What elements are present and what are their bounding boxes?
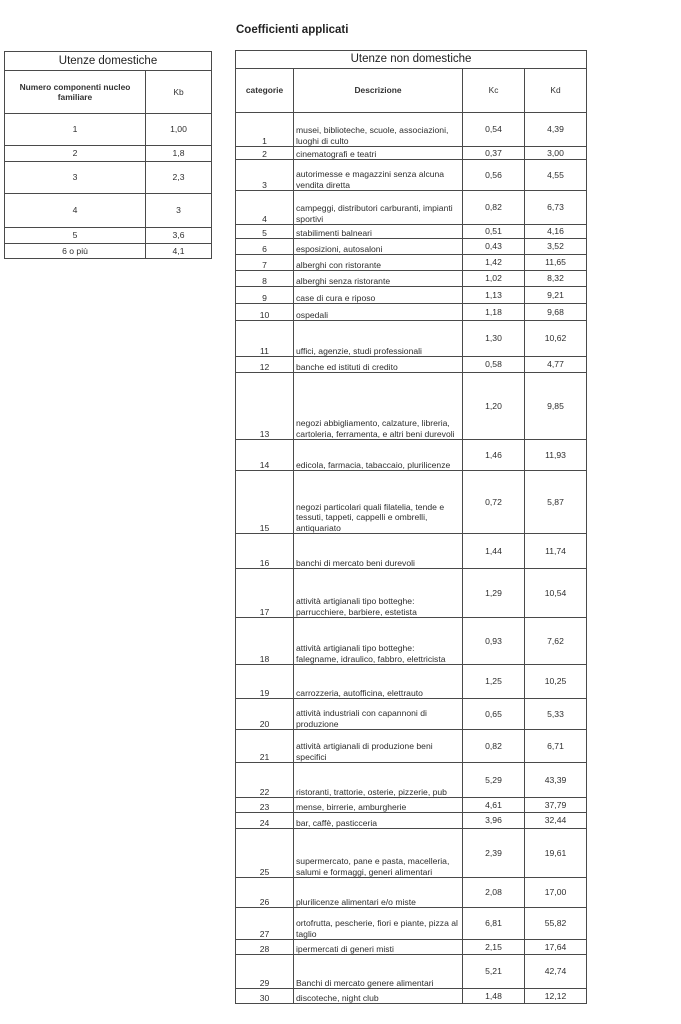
category-number-cell: 7 [236,255,294,271]
category-row [236,287,587,304]
category-row [236,730,587,763]
kd-cell: 3,00 [525,147,587,160]
description-cell: musei, biblioteche, scuole, associazioni, luoghi di culto [294,113,463,147]
description-cell: attività artigianali di produzione beni specifici [294,730,463,763]
category-number-cell: 25 [236,829,294,878]
kc-cell: 0,82 [463,730,525,763]
kd-cell: 10,54 [525,569,587,618]
members-cell: 3 [5,162,146,194]
category-row [236,191,587,225]
description-cell: cinematografi e teatri [294,147,463,160]
non-domestic-header-row [236,69,587,113]
non-domestic-title-row [236,51,587,69]
kc-cell: 0,65 [463,699,525,730]
kc-cell: 1,13 [463,287,525,304]
description-cell: campeggi, distributori carburanti, impianti sportivi [294,191,463,225]
category-number-cell: 13 [236,373,294,440]
page-heading: Coefficienti applicati [236,24,349,36]
category-number-cell: 17 [236,569,294,618]
description-cell: supermercato, pane e pasta, macelleria, salumi e formaggi, generi alimentari [294,829,463,878]
kd-cell: 17,00 [525,878,587,908]
domestic-row [5,162,212,194]
header-categorie: categorie [236,69,294,113]
category-row [236,271,587,287]
category-number-cell: 2 [236,147,294,160]
kc-cell: 0,51 [463,225,525,239]
category-number-cell: 4 [236,191,294,225]
kc-cell: 6,81 [463,908,525,940]
kd-cell: 4,55 [525,160,587,191]
kd-cell: 12,12 [525,989,587,1004]
description-cell: carrozzeria, autofficina, elettrauto [294,665,463,699]
description-cell: edicola, farmacia, tabaccaio, plurilicenze [294,440,463,471]
category-number-cell: 20 [236,699,294,730]
category-number-cell: 11 [236,321,294,357]
members-cell: 5 [5,228,146,244]
description-cell: negozi abbigliamento, calzature, libreria, cartoleria, ferramenta, e altri beni durevoli [294,373,463,440]
kc-cell: 3,96 [463,813,525,829]
header-kd: Kd [525,69,587,113]
kd-cell: 6,73 [525,191,587,225]
kc-cell: 4,61 [463,798,525,813]
kd-cell: 10,62 [525,321,587,357]
domestic-row [5,244,212,259]
members-cell: 1 [5,114,146,146]
kc-cell: 0,72 [463,471,525,534]
description-cell: banchi di mercato beni durevoli [294,534,463,569]
category-number-cell: 30 [236,989,294,1004]
category-row [236,763,587,798]
kd-cell: 11,93 [525,440,587,471]
domestic-table [4,51,212,259]
non-domestic-title: Utenze non domestiche [236,51,587,69]
description-cell: attività artigianali tipo botteghe: falegname, idraulico, fabbro, elettricista [294,618,463,665]
category-number-cell: 6 [236,239,294,255]
kb-cell: 2,3 [146,162,212,194]
category-number-cell: 24 [236,813,294,829]
category-number-cell: 9 [236,287,294,304]
members-cell: 6 o più [5,244,146,259]
category-number-cell: 8 [236,271,294,287]
kd-cell: 5,33 [525,699,587,730]
category-number-cell: 26 [236,878,294,908]
domestic-row [5,114,212,146]
category-number-cell: 27 [236,908,294,940]
header-kb: Kb [146,71,212,114]
category-row [236,798,587,813]
category-row [236,989,587,1004]
kc-cell: 2,39 [463,829,525,878]
kc-cell: 0,58 [463,357,525,373]
kd-cell: 32,44 [525,813,587,829]
kc-cell: 2,08 [463,878,525,908]
kc-cell: 1,30 [463,321,525,357]
description-cell: ospedali [294,304,463,321]
kc-cell: 1,44 [463,534,525,569]
category-row [236,813,587,829]
category-number-cell: 16 [236,534,294,569]
domestic-title-row [5,52,212,71]
kd-cell: 42,74 [525,955,587,989]
description-cell: ristoranti, trattorie, osterie, pizzerie, pub [294,763,463,798]
description-cell: attività artigianali tipo botteghe: parrucchiere, barbiere, estetista [294,569,463,618]
domestic-row [5,194,212,228]
kd-cell: 3,52 [525,239,587,255]
category-row [236,357,587,373]
description-cell: Banchi di mercato genere alimentari [294,955,463,989]
category-number-cell: 10 [236,304,294,321]
category-row [236,113,587,147]
category-row [236,255,587,271]
description-cell: bar, caffè, pasticceria [294,813,463,829]
kd-cell: 17,64 [525,940,587,955]
non-domestic-table [235,50,587,1004]
category-number-cell: 15 [236,471,294,534]
description-cell: uffici, agenzie, studi professionali [294,321,463,357]
domestic-header-row [5,71,212,114]
category-row [236,160,587,191]
description-cell: alberghi senza ristorante [294,271,463,287]
kc-cell: 2,15 [463,940,525,955]
domestic-title: Utenze domestiche [5,52,212,71]
kd-cell: 9,68 [525,304,587,321]
kd-cell: 6,71 [525,730,587,763]
category-number-cell: 28 [236,940,294,955]
header-members: Numero componenti nucleo familiare [5,71,146,114]
category-row [236,534,587,569]
category-row [236,225,587,239]
category-row [236,618,587,665]
category-row [236,665,587,699]
category-number-cell: 18 [236,618,294,665]
description-cell: alberghi con ristorante [294,255,463,271]
description-cell: esposizioni, autosaloni [294,239,463,255]
kc-cell: 1,46 [463,440,525,471]
kb-cell: 3,6 [146,228,212,244]
category-row [236,829,587,878]
category-number-cell: 21 [236,730,294,763]
kd-cell: 4,16 [525,225,587,239]
kc-cell: 1,48 [463,989,525,1004]
category-row [236,304,587,321]
kc-cell: 5,29 [463,763,525,798]
category-row [236,908,587,940]
category-number-cell: 29 [236,955,294,989]
kb-cell: 4,1 [146,244,212,259]
domestic-row [5,146,212,162]
kd-cell: 4,39 [525,113,587,147]
kc-cell: 0,93 [463,618,525,665]
kd-cell: 10,25 [525,665,587,699]
members-cell: 4 [5,194,146,228]
description-cell: discoteche, night club [294,989,463,1004]
kc-cell: 1,42 [463,255,525,271]
category-row [236,239,587,255]
category-row [236,940,587,955]
kd-cell: 9,21 [525,287,587,304]
category-row [236,471,587,534]
category-number-cell: 5 [236,225,294,239]
category-row [236,569,587,618]
kd-cell: 55,82 [525,908,587,940]
kd-cell: 8,32 [525,271,587,287]
kc-cell: 1,29 [463,569,525,618]
description-cell: autorimesse e magazzini senza alcuna vendita diretta [294,160,463,191]
kd-cell: 11,65 [525,255,587,271]
description-cell: negozi particolari quali filatelia, tende e tessuti, tappeti, cappelli e ombrelli, antiquariato [294,471,463,534]
description-cell: stabilimenti balneari [294,225,463,239]
kd-cell: 4,77 [525,357,587,373]
category-row [236,147,587,160]
category-row [236,878,587,908]
kd-cell: 43,39 [525,763,587,798]
kd-cell: 37,79 [525,798,587,813]
category-row [236,440,587,471]
category-number-cell: 19 [236,665,294,699]
kd-cell: 9,85 [525,373,587,440]
category-number-cell: 22 [236,763,294,798]
kb-cell: 1,00 [146,114,212,146]
kc-cell: 0,37 [463,147,525,160]
header-descrizione: Descrizione [294,69,463,113]
kc-cell: 0,56 [463,160,525,191]
category-number-cell: 23 [236,798,294,813]
description-cell: plurilicenze alimentari e/o miste [294,878,463,908]
description-cell: ortofrutta, pescherie, fiori e piante, pizza al taglio [294,908,463,940]
category-row [236,373,587,440]
description-cell: attività industriali con capannoni di produzione [294,699,463,730]
category-row [236,321,587,357]
category-row [236,699,587,730]
description-cell: ipermercati di generi misti [294,940,463,955]
kd-cell: 19,61 [525,829,587,878]
kc-cell: 1,02 [463,271,525,287]
description-cell: banche ed istituti di credito [294,357,463,373]
domestic-row [5,228,212,244]
kb-cell: 3 [146,194,212,228]
kc-cell: 0,82 [463,191,525,225]
members-cell: 2 [5,146,146,162]
category-number-cell: 12 [236,357,294,373]
kc-cell: 1,25 [463,665,525,699]
kd-cell: 11,74 [525,534,587,569]
description-cell: case di cura e riposo [294,287,463,304]
kc-cell: 5,21 [463,955,525,989]
kc-cell: 1,18 [463,304,525,321]
description-cell: mense, birrerie, amburgherie [294,798,463,813]
kb-cell: 1,8 [146,146,212,162]
category-number-cell: 1 [236,113,294,147]
kd-cell: 5,87 [525,471,587,534]
kc-cell: 0,43 [463,239,525,255]
category-number-cell: 14 [236,440,294,471]
category-row [236,955,587,989]
kd-cell: 7,62 [525,618,587,665]
kc-cell: 0,54 [463,113,525,147]
category-number-cell: 3 [236,160,294,191]
header-kc: Kc [463,69,525,113]
kc-cell: 1,20 [463,373,525,440]
